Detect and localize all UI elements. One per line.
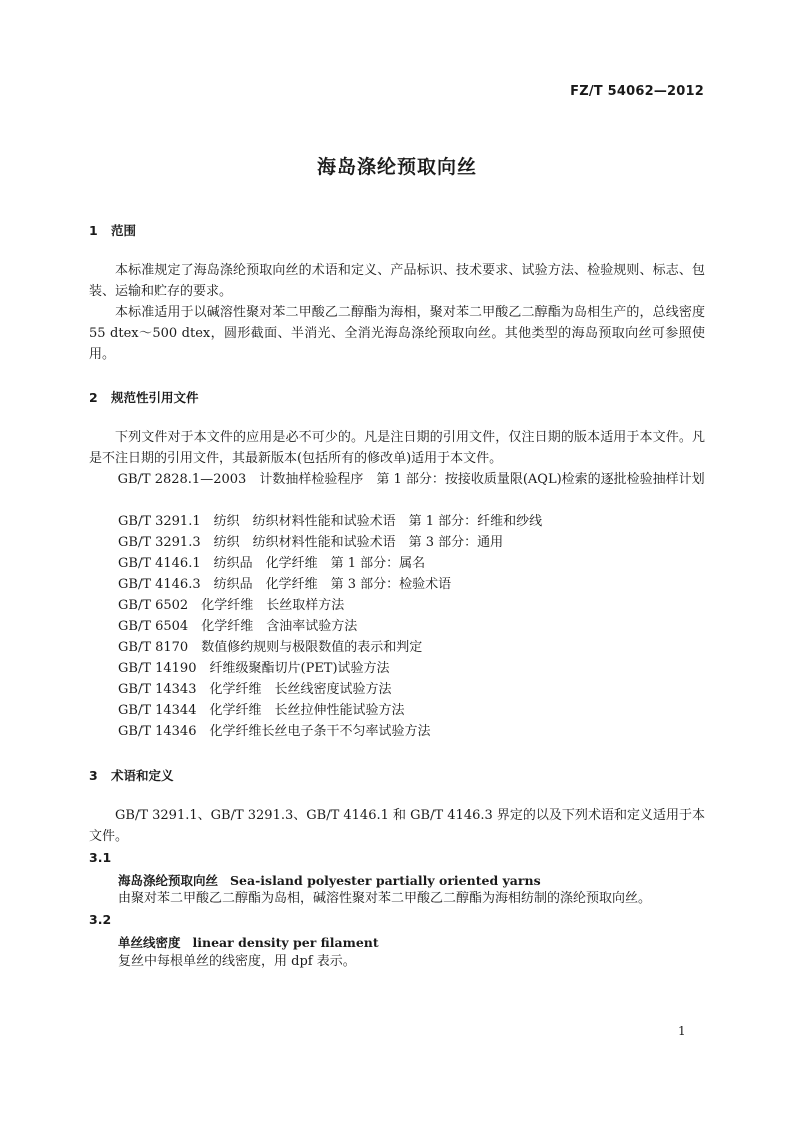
- reference-item: [89, 469, 705, 490]
- reference-code: GB/T 8170: [118, 640, 189, 655]
- document-title: 海岛涤纶预取向丝: [316, 156, 477, 178]
- reference-item: [118, 511, 542, 532]
- standard-number: FZ/T 54062—2012: [570, 84, 704, 99]
- section-1-heading: [89, 221, 136, 239]
- reference-code: GB/T 3291.1: [118, 514, 201, 529]
- reference-item: [118, 637, 422, 658]
- reference-title: 纤维级聚酯切片(PET)试验方法: [209, 661, 390, 676]
- reference-code: GB/T 14343: [118, 682, 197, 697]
- reference-item: [118, 553, 425, 574]
- reference-code: GB/T 14190: [118, 661, 197, 676]
- reference-title: 纺织 纺织材料性能和试验术语 第 1 部分：纤维和纱线: [213, 514, 543, 529]
- term-chinese: 单丝线密度: [118, 935, 181, 950]
- scope-paragraph-1: 本标准规定了海岛涤纶预取向丝的术语和定义、产品标识、技术要求、试验方法、检验规则、标志、包装、运输和贮存的要求。: [89, 263, 705, 299]
- term-english: linear density per filament: [192, 935, 379, 950]
- reference-title: 化学纤维长丝电子条干不匀率试验方法: [209, 724, 431, 739]
- reference-title: 化学纤维 长丝线密度试验方法: [209, 682, 392, 697]
- reference-item: [118, 721, 431, 742]
- scope-paragraph-2: 本标准适用于以碱溶性聚对苯二甲酸乙二醇酯为海相，聚对苯二甲酸乙二醇酯为岛相生产的，总线密度 55 dtex～500 dtex，圆形截面、半消光、全消光海岛涤纶预取向丝。其他类型的海岛预取向丝可参照使用。: [89, 305, 705, 362]
- reference-code: GB/T 4146.1: [118, 556, 201, 571]
- reference-item: [118, 574, 451, 595]
- terms-intro: GB/T 3291.1、GB/T 3291.3、GB/T 4146.1 和 GB/T 4146.3 界定的以及下列术语和定义适用于本文件。: [89, 808, 705, 844]
- section-1-title: 范围: [111, 223, 137, 238]
- reference-title: 纺织品 化学纤维 第 1 部分：属名: [213, 556, 426, 571]
- reference-code: GB/T 14344: [118, 703, 197, 718]
- section-2-heading: [89, 388, 199, 406]
- section-3-number: 3: [89, 768, 98, 783]
- reference-code: GB/T 4146.3: [118, 577, 201, 592]
- section-2-title: 规范性引用文件: [111, 390, 199, 405]
- section-2-number: 2: [89, 390, 98, 405]
- reference-code: GB/T 6502: [118, 598, 189, 613]
- reference-code: GB/T 6504: [118, 619, 189, 634]
- reference-title: 化学纤维 含油率试验方法: [201, 619, 358, 634]
- clause-number: 3.2: [89, 912, 112, 927]
- reference-title: 数值修约规则与极限数值的表示和判定: [201, 640, 423, 655]
- page-number: 1: [678, 1024, 686, 1038]
- section-3-title: 术语和定义: [111, 768, 174, 783]
- reference-title: 计数抽样检验程序 第 1 部分：按接收质量限(AQL)检索的逐批检验抽样计划: [259, 472, 705, 487]
- term-chinese: 海岛涤纶预取向丝: [118, 873, 219, 888]
- reference-code: GB/T 14346: [118, 724, 197, 739]
- reference-item: [118, 700, 405, 721]
- reference-title: 化学纤维 长丝取样方法: [201, 598, 345, 613]
- term-entry: [118, 871, 541, 889]
- reference-item: [118, 658, 390, 679]
- reference-title: 纺织 纺织材料性能和试验术语 第 3 部分：通用: [213, 535, 504, 550]
- reference-item: [118, 616, 357, 637]
- term-definition: 复丝中每根单丝的线密度，用 dpf 表示。: [118, 954, 356, 969]
- reference-item: [118, 679, 392, 700]
- clause-number: 3.1: [89, 850, 112, 865]
- section-1-number: 1: [89, 223, 98, 238]
- reference-item: [118, 532, 503, 553]
- reference-code: GB/T 2828.1—2003: [117, 472, 247, 487]
- reference-title: 纺织品 化学纤维 第 3 部分：检验术语: [213, 577, 452, 592]
- term-definition: 由聚对苯二甲酸乙二醇酯为岛相，碱溶性聚对苯二甲酸乙二醇酯为海相纺制的涤纶预取向丝。: [118, 891, 652, 906]
- term-entry: [118, 933, 379, 951]
- references-intro: 下列文件对于本文件的应用是必不可少的。凡是注日期的引用文件，仅注日期的版本适用于本文件。凡是不注日期的引用文件，其最新版本(包括所有的修改单)适用于本文件。: [89, 430, 705, 466]
- term-english: Sea-island polyester partially oriented yarns: [230, 873, 541, 888]
- reference-code: GB/T 3291.3: [118, 535, 201, 550]
- section-3-heading: [89, 766, 174, 784]
- reference-title: 化学纤维 长丝拉伸性能试验方法: [209, 703, 405, 718]
- reference-item: [118, 595, 344, 616]
